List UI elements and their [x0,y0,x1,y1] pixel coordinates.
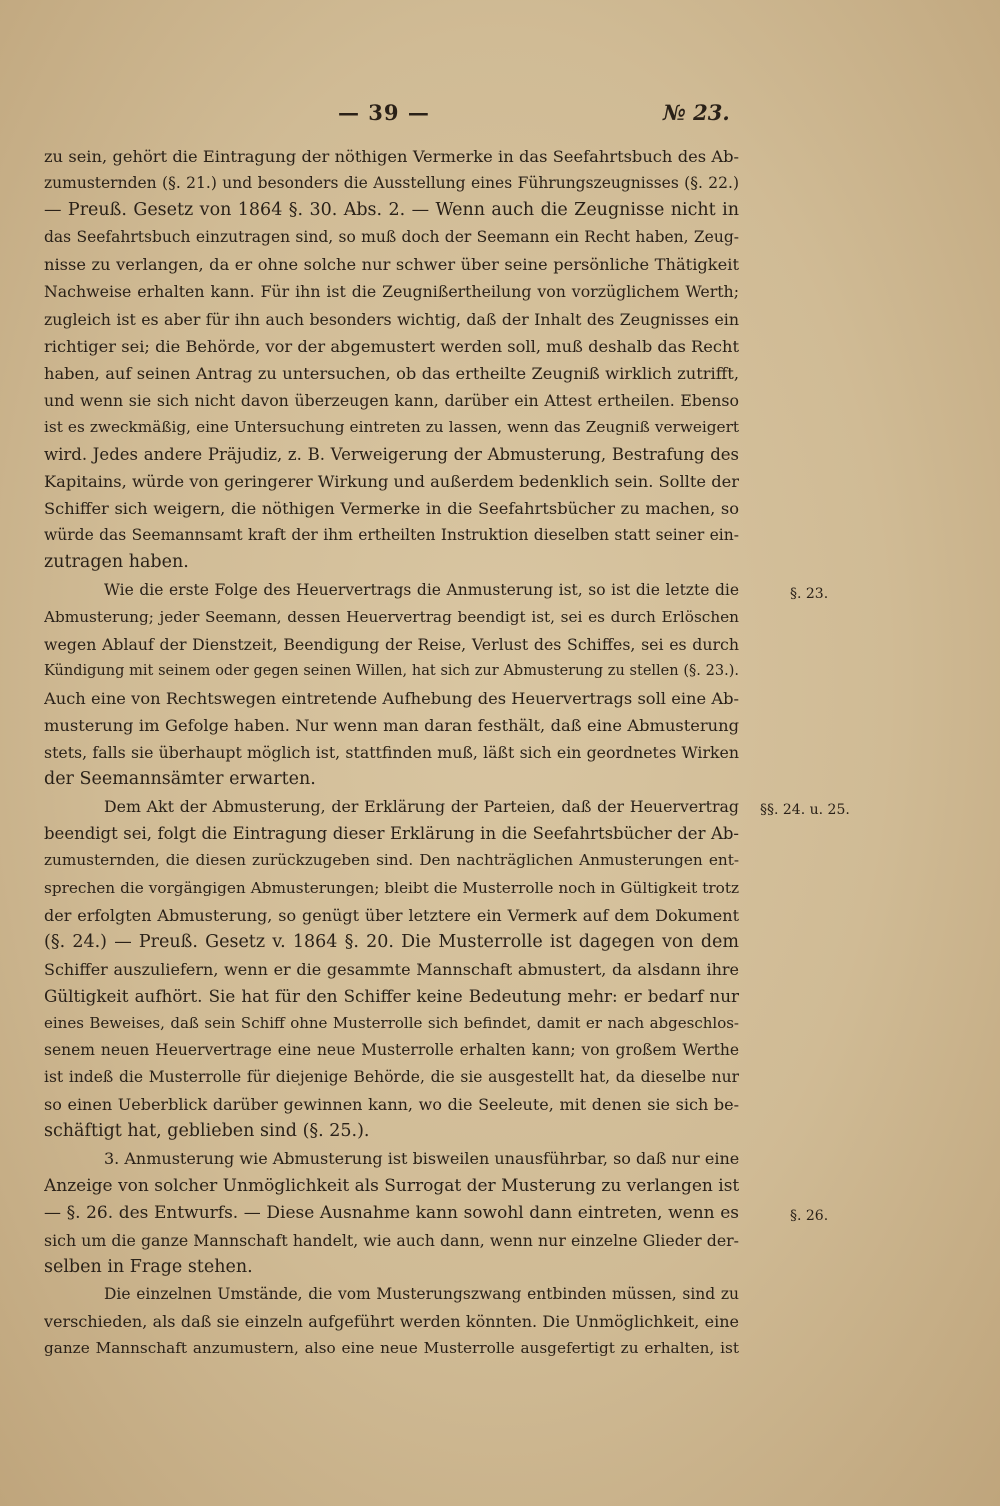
text-line: schäftigt hat, geblieben sind (§. 25.). [44,1121,370,1142]
text-line: zutragen haben. [44,552,189,573]
text-line: musterung im Gefolge haben. Nur wenn man daran festhält, daß eine Abmusterung [44,715,739,735]
page-header [0,100,1000,134]
text-line: eines Beweises, daß sein Schiff ohne Musterrolle sich befindet, damit er nach abgeschlos- [44,1014,739,1032]
text-line: der erfolgten Abmusterung, so genügt über letztere ein Vermerk auf dem Dokument [44,905,739,925]
text-line: wird. Jedes andere Präjudiz, z. B. Verweigerung der Abmusterung, Bestrafung des [44,445,739,465]
margin-note: §. 26. [790,1208,829,1224]
text-line: Nachweise erhalten kann. Für ihn ist die Zeugnißertheilung von vorzüglichem Werth; [44,282,739,302]
text-line: Schiffer auszuliefern, wenn er die gesammte Mannschaft abmustert, da alsdann ihre [44,959,739,979]
text-line: sprechen die vorgängigen Abmusterungen; bleibt die Musterrolle noch in Gültigkeit trotz [44,878,739,897]
text-line: — Preuß. Gesetz von 1864 §. 30. Abs. 2. — Wenn auch die Zeugnisse nicht in [44,200,739,221]
text-line: Schiffer sich weigern, die nöthigen Vermerke in die Seefahrtsbücher zu machen, so [44,499,739,519]
text-line: senem neuen Heuervertrage eine neue Musterrolle erhalten kann; von großem Werthe [44,1041,739,1060]
margin-note: §. 23. [790,586,829,602]
text-line: verschieden, als daß sie einzeln aufgeführt werden könnten. Die Unmöglichkeit, eine [44,1312,739,1332]
text-line: zugleich ist es aber für ihn auch besonders wichtig, daß der Inhalt des Zeugnisses ein [44,309,739,329]
text-line: sich um die ganze Mannschaft handelt, wie auch dann, wenn nur einzelne Glieder der- [44,1230,739,1250]
margin-note: §§. 24. u. 25. [760,802,850,818]
text-line: nisse zu verlangen, da er ohne solche nur schwer über seine persönliche Thätigkeit [44,255,739,275]
text-line: (§. 24.) — Preuß. Gesetz v. 1864 §. 20. Die Musterrolle ist dagegen von dem [44,931,739,952]
text-line: beendigt sei, folgt die Eintragung dieser Erklärung in die Seefahrtsbücher der Ab- [44,824,739,844]
text-line: — §. 26. des Entwurfs. — Diese Ausnahme kann sowohl dann eintreten, wenn es [44,1202,739,1223]
text-line: wegen Ablauf der Dienstzeit, Beendigung der Reise, Verlust des Schiffes, sei es durch [44,634,739,654]
text-line: haben, auf seinen Antrag zu untersuchen, ob das ertheilte Zeugniß wirklich zutrifft, [44,363,739,383]
text-line: und wenn sie sich nicht davon überzeugen kann, darüber ein Attest ertheilen. Ebenso [44,390,739,410]
text-line: zumusternden, die diesen zurückzugeben sind. Den nachträglichen Anmusterungen ent- [44,851,739,870]
text-line: der Seemannsämter erwarten. [44,769,316,790]
text-line: richtiger sei; die Behörde, vor der abgemustert werden soll, muß deshalb das Recht [44,336,739,356]
text-line: zumusternden (§. 21.) und besonders die Ausstellung eines Führungszeugnisses (§. 22.) [44,174,739,193]
text-line: Gültigkeit aufhört. Sie hat für den Schiffer keine Bedeutung mehr: er bedarf nur [44,985,739,1006]
text-line: 3. Anmusterung wie Abmusterung ist bisweilen unausführbar, so daß nur eine [104,1149,739,1169]
text-line: zu sein, gehört die Eintragung der nöthigen Vermerke in das Seefahrtsbuch des Ab- [44,147,739,166]
text-line: Wie die erste Folge des Heuervertrags die Anmusterung ist, so ist die letzte die [104,580,739,599]
text-line: ist es zweckmäßig, eine Untersuchung eintreten zu lassen, wenn das Zeugniß verweigert [44,417,739,436]
text-line: ist indeß die Musterrolle für diejenige Behörde, die sie ausgestellt hat, da dieselbe nur [44,1068,739,1087]
text-line: so einen Ueberblick darüber gewinnen kann, wo die Seeleute, mit denen sie sich be- [44,1095,739,1115]
text-line: ganze Mannschaft anzumustern, also eine neue Musterrolle ausgefertigt zu erhalten, ist [44,1339,739,1358]
text-line: Auch eine von Rechtswegen eintretende Aufhebung des Heuervertrags soll eine Ab- [44,688,739,708]
text-line: Kapitains, würde von geringerer Wirkung und außerdem bedenklich sein. Sollte der [44,472,739,492]
body-text [44,143,739,1362]
page-number: — 39 — [338,100,430,125]
text-line: würde das Seemannsamt kraft der ihm ertheilten Instruktion dieselben statt seiner ein- [44,526,739,545]
text-line: selben in Frage stehen. [44,1256,253,1277]
text-line: das Seefahrtsbuch einzutragen sind, so muß doch der Seemann ein Recht haben, Zeug- [44,228,739,247]
text-line: Anzeige von solcher Unmöglichkeit als Surrogat der Musterung zu verlangen ist [44,1175,739,1196]
text-line: Dem Akt der Abmusterung, der Erklärung der Parteien, daß der Heuervertrag [104,797,739,817]
text-line: Die einzelnen Umstände, die vom Musterungszwang entbinden müssen, sind zu [104,1284,739,1303]
text-line: stets, falls sie überhaupt möglich ist, stattfinden muß, läßt sich ein geordnetes Wirken [44,743,739,763]
text-line: Abmusterung; jeder Seemann, dessen Heuervertrag beendigt ist, sei es durch Erlöschen [44,607,739,626]
text-line: Kündigung mit seinem oder gegen seinen Willen, hat sich zur Abmusterung zu stellen (§. 23.). [44,662,739,679]
issue-number: № 23. [663,100,730,125]
